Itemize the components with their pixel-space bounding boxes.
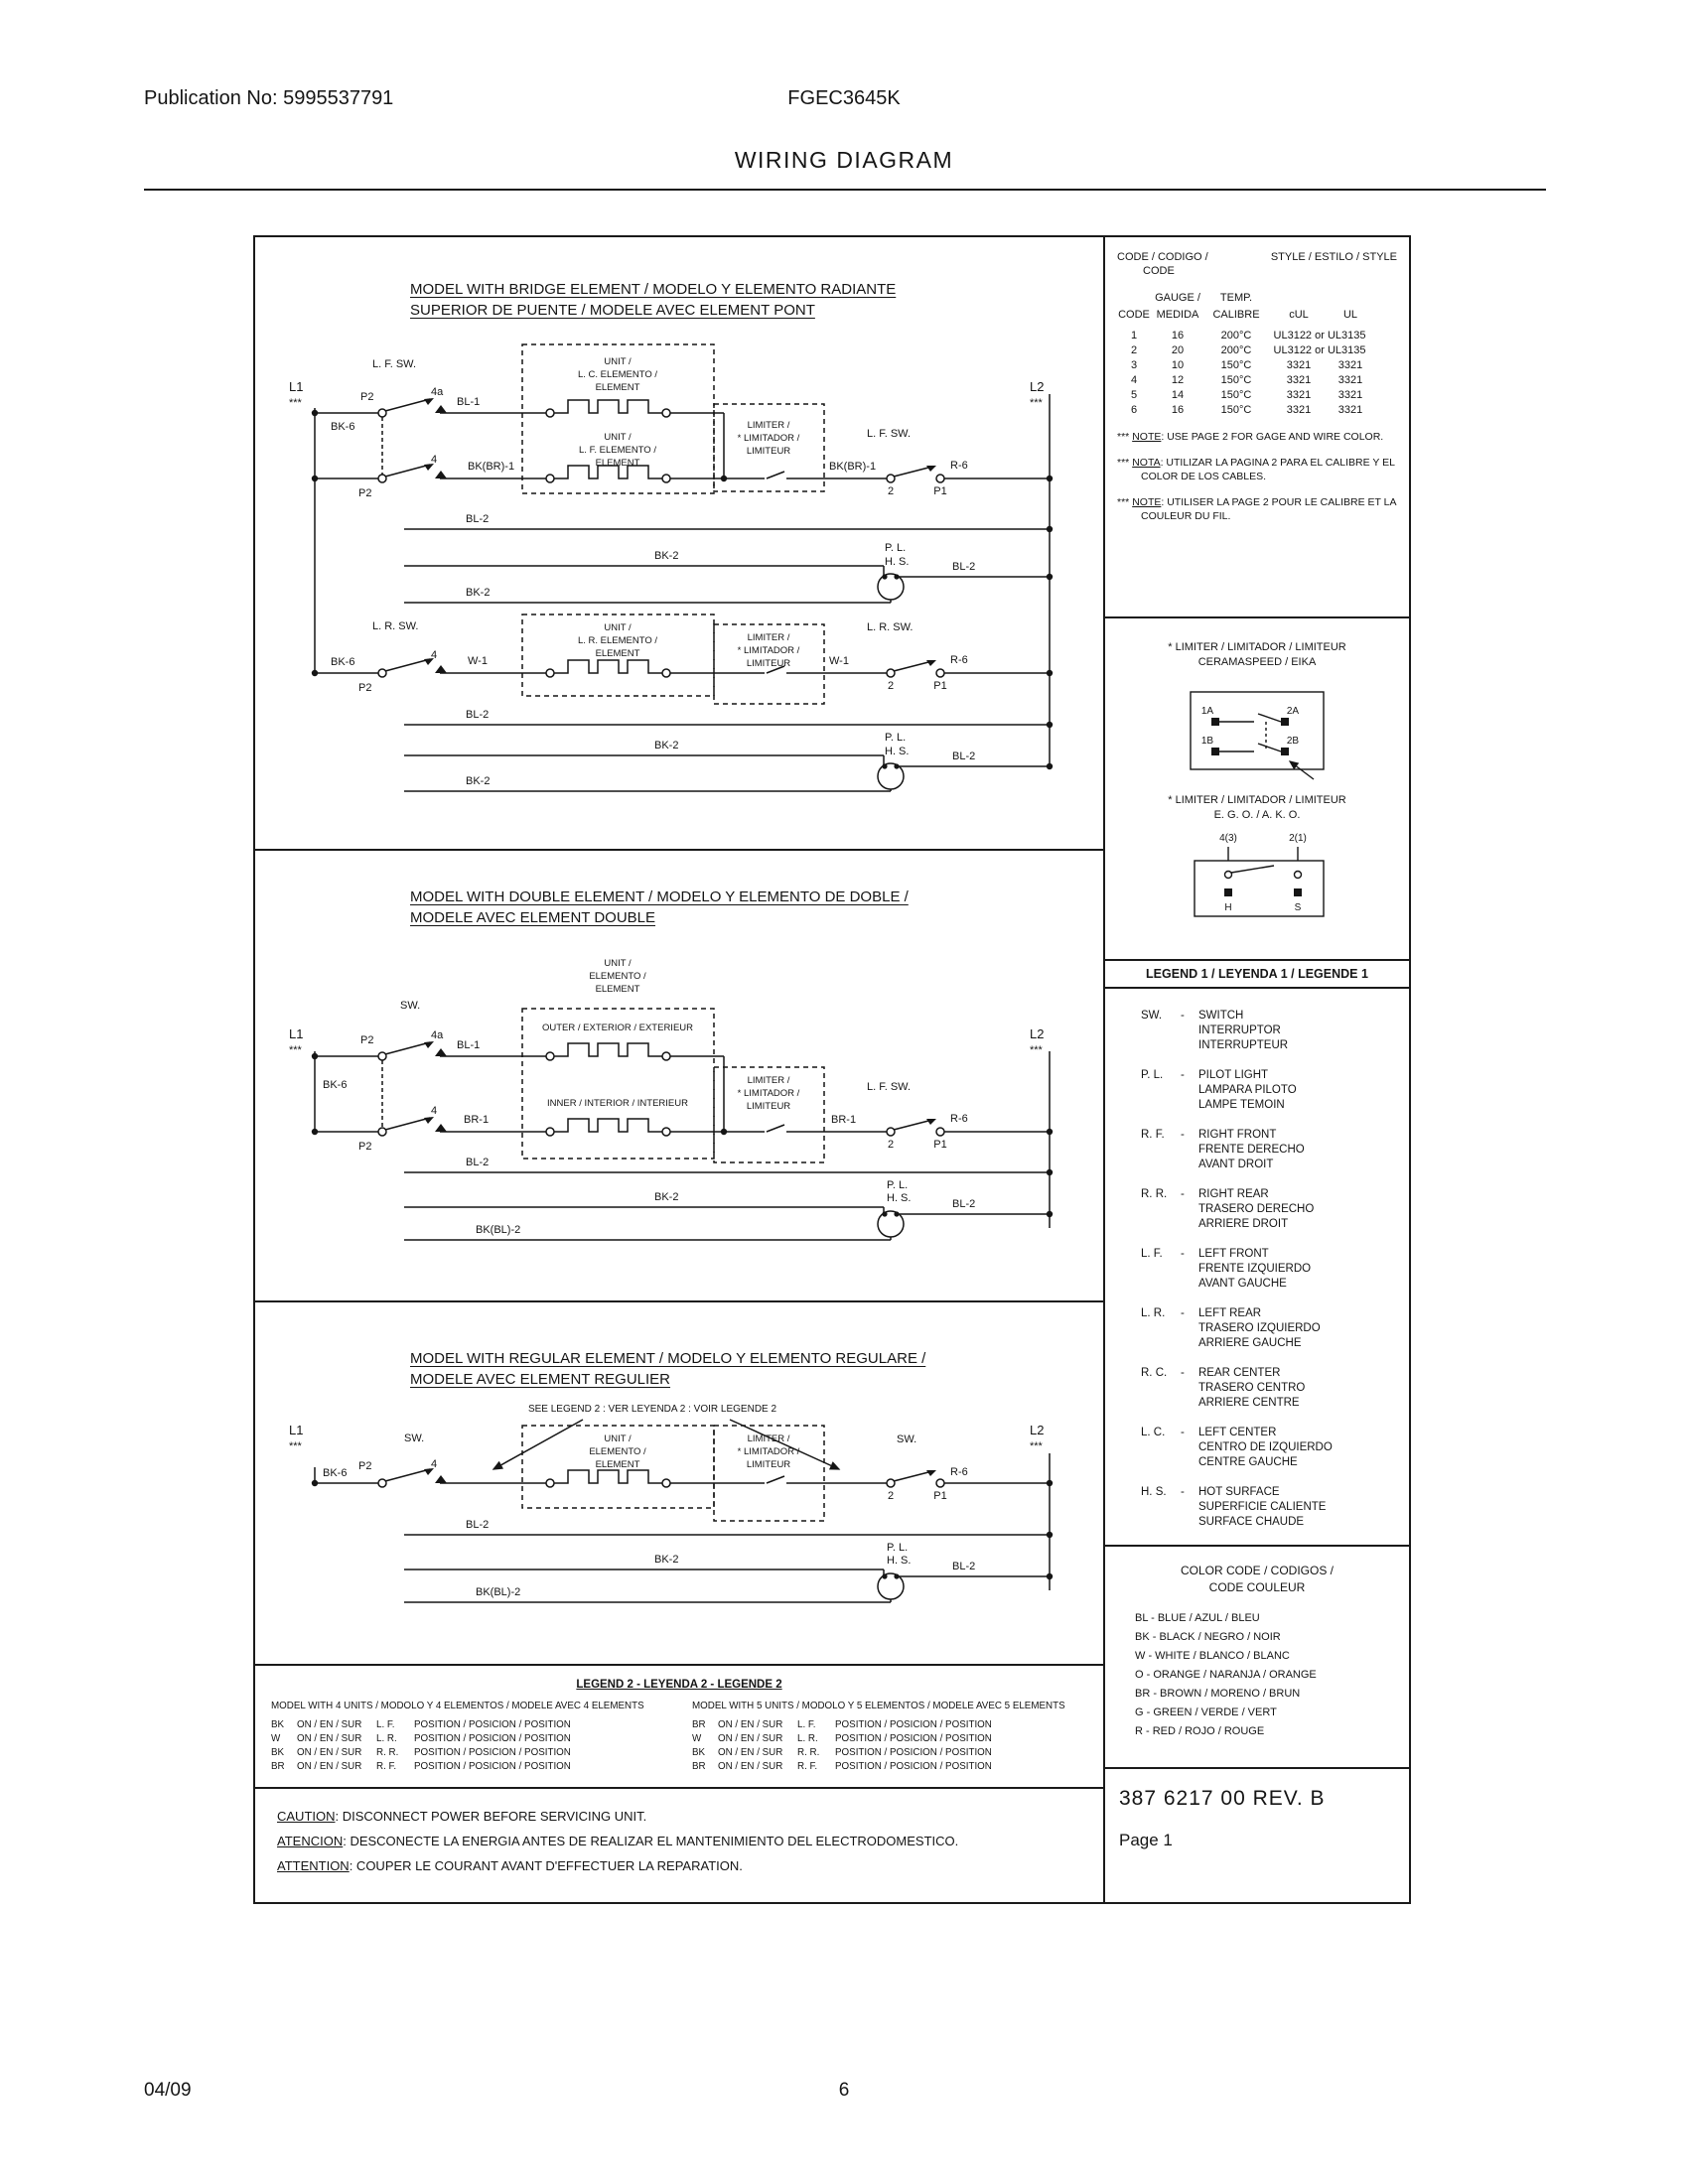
regular-element-section bbox=[255, 1302, 1103, 1666]
wire-label: P2 bbox=[358, 682, 372, 694]
color-code-item: BK - BLACK / NEGRO / NOIR bbox=[1135, 1631, 1281, 1643]
ego-limiter-diagram bbox=[1163, 827, 1351, 930]
switch-symbol bbox=[887, 466, 944, 482]
wire-label: L. F. SW. bbox=[867, 1081, 912, 1093]
legend2-section bbox=[255, 1666, 1103, 1789]
caution-line: ATENCION: DESCONECTE LA ENERGIA ANTES DE REALIZAR EL MANTENIMIENTO DEL ELECTRODOMESTICO. bbox=[277, 1834, 959, 1848]
wire-label: W-1 bbox=[829, 655, 849, 667]
limiter-label: * LIMITADOR / bbox=[737, 645, 800, 656]
wire-label: W-1 bbox=[468, 655, 488, 667]
legend-item: L. R. - LEFT REAR TRASERO IZQUIERDO ARRIERE GAUCHE bbox=[1141, 1307, 1321, 1349]
legend-item: SW. - SWITCH INTERRUPTOR INTERRUPTEUR bbox=[1141, 1010, 1289, 1051]
publication-number: Publication No: 5995537791 bbox=[144, 87, 394, 109]
switch-symbol bbox=[378, 1041, 447, 1060]
legend2-row: BK ON / EN / SUR R. R. POSITION / POSICION / POSITION bbox=[692, 1747, 992, 1758]
legend2-right-column bbox=[692, 1701, 1087, 1774]
bridge-element-circuit bbox=[255, 237, 1103, 851]
unit-label: L. R. ELEMENTO / bbox=[577, 635, 658, 646]
limiter-terminal-label: 4(3) bbox=[1219, 833, 1237, 844]
wire-label: P2 bbox=[358, 487, 372, 499]
table-row: 2 20 200°C UL3122 or UL3135 bbox=[1130, 344, 1366, 356]
switch-symbol bbox=[378, 1468, 447, 1487]
wire-label: R-6 bbox=[950, 1466, 968, 1478]
switch-symbol bbox=[887, 1470, 944, 1487]
wire-label: SW. bbox=[400, 1000, 421, 1012]
unit-label: ELEMENT bbox=[595, 984, 640, 995]
title-rule bbox=[144, 189, 1546, 191]
legend2-row: BK ON / EN / SUR R. R. POSITION / POSICION / POSITION bbox=[271, 1747, 571, 1758]
table-row: 1 16 200°C UL3122 or UL3135 bbox=[1130, 330, 1366, 341]
wire-label: BL-2 bbox=[952, 1198, 976, 1210]
wire-label: BL-1 bbox=[457, 396, 481, 408]
wires bbox=[315, 1420, 1050, 1602]
l2-terminal-label: L2 bbox=[1030, 1026, 1045, 1041]
unit-label: UNIT / bbox=[604, 622, 632, 633]
outer-element-label: OUTER / EXTERIOR / EXTERIEUR bbox=[541, 1023, 694, 1033]
table-row: 6 16 150°C 3321 3321 bbox=[1130, 404, 1363, 416]
ego-limiter-title: * LIMITER / LIMITADOR / LIMITEUR E. G. O. / A. K. O. bbox=[1168, 794, 1346, 821]
wire-label: BK-2 bbox=[654, 740, 679, 751]
wire-label: P2 bbox=[358, 1460, 372, 1472]
unit-label: ELEMENT bbox=[595, 648, 640, 659]
pilot-light-label: H. S. bbox=[885, 556, 910, 568]
wire-note: *** NOTE: UTILISER LA PAGE 2 POUR LE CALIBRE ET LA COULEUR DU FIL. bbox=[1117, 496, 1396, 522]
limiter-terminal-label: 1B bbox=[1200, 736, 1214, 747]
limiter-label: * LIMITADOR / bbox=[737, 1088, 800, 1099]
legend2-left-header: MODEL WITH 4 UNITS / MODOLO Y 4 ELEMENTOS / MODELE AVEC 4 ELEMENTS bbox=[271, 1701, 644, 1711]
inner-element-label: INNER / INTERIOR / INTERIEUR bbox=[547, 1098, 688, 1109]
wire-label: BK-2 bbox=[654, 1191, 679, 1203]
wire-label: BK-6 bbox=[323, 1467, 348, 1479]
section-title: MODEL WITH REGULAR ELEMENT / MODELO Y ELEMENTO REGULARE / MODELE AVEC ELEMENT REGULIER bbox=[410, 1350, 926, 1388]
wire-label: BK-6 bbox=[323, 1079, 348, 1091]
pilot-light-symbol bbox=[878, 1211, 904, 1237]
legend2-row: BR ON / EN / SUR R. F. POSITION / POSICION / POSITION bbox=[692, 1761, 992, 1772]
color-code-item: BL - BLUE / AZUL / BLEU bbox=[1135, 1612, 1260, 1624]
wire-label: L. F. SW. bbox=[867, 428, 912, 440]
labels bbox=[289, 958, 1044, 1236]
wire-label: *** bbox=[1030, 397, 1043, 409]
footer-page-number: 6 bbox=[838, 2080, 850, 2101]
table-row: 4 12 150°C 3321 3321 bbox=[1130, 374, 1363, 386]
pilot-light-symbol bbox=[878, 574, 904, 600]
wire-label: BK-2 bbox=[466, 775, 491, 787]
table-subheader: GAUGE / TEMP. bbox=[1155, 292, 1253, 304]
caution-line: ATTENTION: COUPER LE COURANT AVANT D'EFFECTUER LA REPARATION. bbox=[277, 1858, 743, 1873]
wire-label: BR-1 bbox=[464, 1114, 490, 1126]
wire-label: BK-2 bbox=[654, 550, 679, 562]
l2-terminal-label: L2 bbox=[1030, 379, 1045, 394]
pilot-light-symbol bbox=[878, 1573, 904, 1599]
double-element-section bbox=[255, 851, 1103, 1302]
limiter-label: LIMITER / bbox=[747, 420, 790, 431]
legend2-row: W ON / EN / SUR L. R. POSITION / POSICION / POSITION bbox=[692, 1733, 992, 1744]
wire-label: BK-2 bbox=[654, 1554, 679, 1566]
table-body bbox=[1117, 329, 1397, 418]
wire-label: P2 bbox=[360, 1034, 374, 1046]
color-code-item: BR - BROWN / MORENO / BRUN bbox=[1135, 1688, 1301, 1700]
switch-symbol bbox=[378, 1117, 447, 1136]
wire-label: BL-2 bbox=[466, 513, 490, 525]
symbols bbox=[378, 398, 947, 789]
legend-item: R. F. - RIGHT FRONT FRENTE DERECHO AVANT DROIT bbox=[1141, 1129, 1305, 1170]
unit-label: UNIT / bbox=[604, 958, 632, 969]
switch-symbol bbox=[378, 398, 447, 417]
limiter-terminal-label: 2(1) bbox=[1289, 833, 1307, 844]
color-code-section bbox=[1105, 1547, 1409, 1769]
diagram-frame bbox=[253, 235, 1411, 1904]
wire-label: P1 bbox=[933, 1490, 947, 1502]
code-header: CODE / CODIGO / bbox=[1117, 251, 1208, 263]
legend-item: L. F. - LEFT FRONT FRENTE IZQUIERDO AVANT GAUCHE bbox=[1141, 1248, 1312, 1290]
legend2-left-column bbox=[271, 1701, 666, 1774]
unit-label: ELEMENT bbox=[595, 458, 640, 469]
unit-label: L. F. ELEMENTO / bbox=[579, 445, 656, 456]
legend-item: R. C. - REAR CENTER TRASERO CENTRO ARRIERE CENTRE bbox=[1141, 1367, 1306, 1409]
wire-label: BL-2 bbox=[952, 751, 976, 762]
limiter-terminal-label: 1A bbox=[1200, 706, 1214, 717]
wire-label: BL-2 bbox=[466, 1519, 490, 1531]
wire-label: P2 bbox=[358, 1141, 372, 1153]
wire-label: P2 bbox=[360, 391, 374, 403]
pilot-light-label: P. L. bbox=[885, 542, 907, 554]
legend2-title: LEGEND 2 - LEYENDA 2 - LEGENDE 2 bbox=[576, 1679, 782, 1691]
color-code-list bbox=[1105, 1609, 1409, 1741]
unit-label: L. C. ELEMENTO / bbox=[577, 369, 658, 380]
wire-label: SW. bbox=[897, 1433, 917, 1445]
color-code-item: W - WHITE / BLANCO / BLANC bbox=[1135, 1650, 1290, 1662]
wire-label: *** bbox=[289, 1044, 302, 1056]
table-row: 5 14 150°C 3321 3321 bbox=[1130, 389, 1363, 401]
wire-label: SW. bbox=[404, 1433, 425, 1444]
style-header: STYLE / ESTILO / STYLE bbox=[1270, 251, 1397, 263]
wire-label: 4 bbox=[431, 1458, 438, 1470]
l1-terminal-label: L1 bbox=[289, 1026, 304, 1041]
pilot-light-label: P. L. bbox=[885, 732, 907, 744]
element-symbol bbox=[546, 660, 670, 677]
limiter-terminal-label: H bbox=[1224, 902, 1232, 913]
wire-label: 2 bbox=[887, 1490, 895, 1502]
element-symbol bbox=[546, 1470, 670, 1487]
limiter-label: LIMITER / bbox=[747, 1433, 790, 1444]
limiter-label: * LIMITADOR / bbox=[737, 1446, 800, 1457]
wire-label: 2 bbox=[887, 1139, 895, 1151]
section-title: MODEL WITH DOUBLE ELEMENT / MODELO Y ELEMENTO DE DOBLE / MODELE AVEC ELEMENT DOUBLE bbox=[410, 888, 909, 926]
wire-label: P1 bbox=[933, 1139, 947, 1151]
wire-label: R-6 bbox=[950, 1113, 968, 1125]
document-id-section bbox=[1105, 1769, 1409, 1902]
part-number: 387 6217 00 REV. B bbox=[1119, 1787, 1326, 1810]
unit-label: UNIT / bbox=[604, 356, 632, 367]
ceramaspeed-limiter-diagram bbox=[1163, 674, 1351, 785]
l2-terminal-label: L2 bbox=[1030, 1423, 1045, 1437]
wire-label: *** bbox=[289, 1440, 302, 1452]
wire-label: BK(BR)-1 bbox=[468, 461, 515, 473]
limiter-diagrams-section bbox=[1105, 618, 1409, 961]
wire-label: R-6 bbox=[950, 460, 968, 472]
table-row: 3 10 150°C 3321 3321 bbox=[1130, 359, 1363, 371]
pilot-light-label: H. S. bbox=[887, 1555, 912, 1567]
wire-label: 4 bbox=[431, 649, 438, 661]
code-header-2: CODE bbox=[1143, 265, 1175, 277]
info-panel bbox=[1103, 237, 1409, 1902]
limiter-label: * LIMITADOR / bbox=[737, 433, 800, 444]
pilot-light-label: P. L. bbox=[887, 1179, 909, 1191]
circuit-column bbox=[255, 237, 1103, 1902]
pilot-light-label: P. L. bbox=[887, 1542, 909, 1554]
wire-label: P1 bbox=[933, 485, 947, 497]
wire-label: 4 bbox=[431, 454, 438, 466]
limiter-label: LIMITEUR bbox=[746, 446, 791, 457]
limiter-terminal-label: 2B bbox=[1286, 736, 1300, 747]
wire-label: BK(BL)-2 bbox=[476, 1224, 521, 1236]
legend1-title-bar: LEGEND 1 / LEYENDA 1 / LEGENDE 1 bbox=[1105, 961, 1409, 989]
wire-label: BK-2 bbox=[466, 587, 491, 599]
bridge-element-section bbox=[255, 237, 1103, 851]
see-legend-note: SEE LEGEND 2 : VER LEYENDA 2 : VOIR LEGENDE 2 bbox=[527, 1404, 777, 1415]
limiter-label: LIMITEUR bbox=[746, 1101, 791, 1112]
footer-date: 04/09 bbox=[144, 2080, 192, 2101]
wire-label: *** bbox=[1030, 1440, 1043, 1452]
wire-label: 2 bbox=[887, 485, 895, 497]
pilot-light-symbol bbox=[878, 763, 904, 789]
legend2-right-header: MODEL WITH 5 UNITS / MODOLO Y 5 ELEMENTOS / MODELE AVEC 5 ELEMENTS bbox=[692, 1701, 1065, 1711]
pilot-light-label: H. S. bbox=[885, 746, 910, 757]
wire-code-table-section bbox=[1105, 237, 1409, 618]
wire-label: BL-2 bbox=[466, 709, 490, 721]
wire-label: 4a bbox=[431, 1029, 444, 1041]
caution-section bbox=[255, 1789, 1103, 1902]
legend-item: H. S. - HOT SURFACE SUPERFICIE CALIENTE SURFACE CHAUDE bbox=[1141, 1486, 1327, 1528]
color-code-item: G - GREEN / VERDE / VERT bbox=[1135, 1706, 1277, 1718]
labels bbox=[289, 356, 1044, 787]
wire-label: L. R. SW. bbox=[867, 621, 914, 633]
legend-item: L. C. - LEFT CENTER CENTRO DE IZQUIERDO CENTRE GAUCHE bbox=[1141, 1427, 1333, 1468]
color-code-title: COLOR CODE / CODIGOS / CODE COULEUR bbox=[1180, 1564, 1335, 1594]
wire-label: BK-6 bbox=[331, 656, 355, 668]
unit-label: ELEMENT bbox=[595, 1459, 640, 1470]
wire-label: R-6 bbox=[950, 654, 968, 666]
caution-line: CAUTION: DISCONNECT POWER BEFORE SERVICING UNIT. bbox=[277, 1809, 647, 1824]
wire-label: BL-2 bbox=[952, 1561, 976, 1572]
unit-label: ELEMENT bbox=[595, 382, 640, 393]
junction-dots bbox=[312, 410, 1053, 769]
legend1-section bbox=[1105, 989, 1409, 1547]
wire-label: *** bbox=[1030, 1044, 1043, 1056]
element-symbol bbox=[546, 400, 670, 417]
legend-item: R. R. - RIGHT REAR TRASERO DERECHO ARRIERE DROIT bbox=[1141, 1188, 1315, 1230]
legend2-row: BK ON / EN / SUR L. F. POSITION / POSICION / POSITION bbox=[271, 1719, 571, 1730]
legend2-row: BR ON / EN / SUR R. F. POSITION / POSICION / POSITION bbox=[271, 1761, 571, 1772]
limiter-terminal-label: 2A bbox=[1286, 706, 1300, 717]
legend2-row: W ON / EN / SUR L. R. POSITION / POSICION / POSITION bbox=[271, 1733, 571, 1744]
ceramaspeed-limiter-title: * LIMITER / LIMITADOR / LIMITEUR CERAMASPEED / EIKA bbox=[1168, 641, 1346, 668]
legend-item: P. L. - PILOT LIGHT LAMPARA PILOTO LAMPE TEMOIN bbox=[1141, 1069, 1297, 1111]
wire-label: BK-6 bbox=[331, 421, 355, 433]
wire-note: *** NOTA: UTILIZAR LA PAGINA 2 PARA EL CALIBRE Y EL COLOR DE LOS CABLES. bbox=[1117, 457, 1395, 482]
l1-terminal-label: L1 bbox=[289, 379, 304, 394]
wire-label: 4a bbox=[431, 386, 444, 398]
wire-label: P1 bbox=[933, 680, 947, 692]
unit-label: UNIT / bbox=[604, 432, 632, 443]
wire-label: BK(BL)-2 bbox=[476, 1586, 521, 1598]
legend2-row: BR ON / EN / SUR L. F. POSITION / POSICION / POSITION bbox=[692, 1719, 992, 1730]
document-title: WIRING DIAGRAM bbox=[734, 147, 954, 173]
wire-note: *** NOTE: USE PAGE 2 FOR GAGE AND WIRE COLOR. bbox=[1117, 431, 1384, 443]
switch-symbol bbox=[887, 1119, 944, 1136]
wire-label: BL-2 bbox=[466, 1157, 490, 1168]
switch-symbol bbox=[887, 660, 944, 677]
section-title: MODEL WITH BRIDGE ELEMENT / MODELO Y ELEMENTO RADIANTE SUPERIOR DE PUENTE / MODELE AVEC ELEMENT PONT bbox=[410, 281, 897, 319]
unit-label: ELEMENTO / bbox=[589, 1446, 646, 1457]
symbols bbox=[378, 1468, 947, 1599]
page-number: Page 1 bbox=[1119, 1831, 1173, 1849]
wire-label: *** bbox=[289, 397, 302, 409]
l1-terminal-label: L1 bbox=[289, 1423, 304, 1437]
switch-symbol bbox=[378, 464, 447, 482]
wire-label: BL-1 bbox=[457, 1039, 481, 1051]
wire-label: BR-1 bbox=[831, 1114, 857, 1126]
limiter-terminal-label: S bbox=[1294, 902, 1302, 913]
wire-label: 2 bbox=[887, 680, 895, 692]
model-number: FGEC3645K bbox=[787, 87, 901, 109]
unit-label: UNIT / bbox=[604, 1433, 632, 1444]
color-code-item: O - ORANGE / NARANJA / ORANGE bbox=[1135, 1669, 1317, 1681]
limiter-label: LIMITER / bbox=[747, 632, 790, 643]
element-symbol bbox=[546, 1043, 670, 1060]
limiter-label: LIMITEUR bbox=[746, 658, 791, 669]
pilot-light-label: H. S. bbox=[887, 1192, 912, 1204]
limiter-label: LIMITER / bbox=[747, 1075, 790, 1086]
wire-label: BK(BR)-1 bbox=[829, 461, 877, 473]
wire-label: L. R. SW. bbox=[372, 620, 419, 632]
wires bbox=[315, 344, 1050, 791]
color-code-item: R - RED / ROJO / ROUGE bbox=[1135, 1725, 1265, 1737]
limiter-label: LIMITEUR bbox=[746, 1459, 791, 1470]
wire-label: L. F. SW. bbox=[372, 358, 417, 370]
element-symbol bbox=[546, 1119, 670, 1136]
table-column-headers: CODE MEDIDA CALIBRE cUL UL bbox=[1118, 309, 1358, 321]
wire-label: 4 bbox=[431, 1105, 438, 1117]
wire-label: BL-2 bbox=[952, 561, 976, 573]
unit-label: ELEMENTO / bbox=[589, 971, 646, 982]
